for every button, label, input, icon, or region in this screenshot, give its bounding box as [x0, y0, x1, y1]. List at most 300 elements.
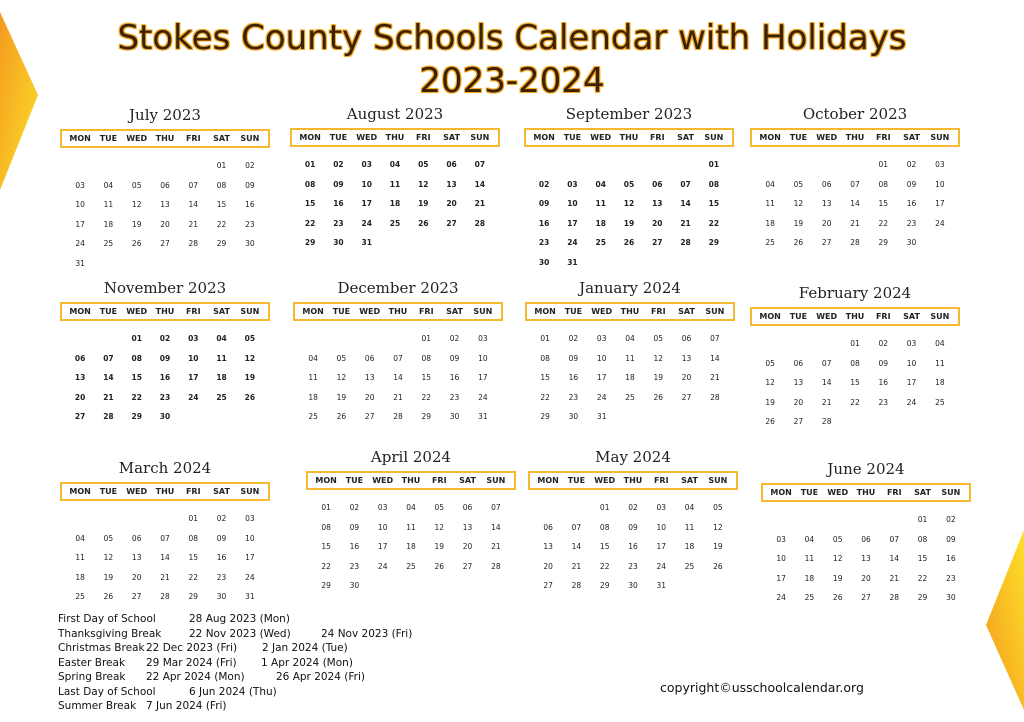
day-cell: 18 [406, 542, 416, 551]
day-cell: 13 [74, 373, 86, 382]
day-cell: 22 [850, 397, 860, 407]
day-cell: 27 [861, 593, 871, 602]
month-calendar [306, 447, 516, 596]
day-cell: 01 [188, 514, 199, 523]
day-cell: 03 [656, 503, 667, 512]
day-cell: 17 [361, 199, 372, 208]
weekday-label: THU [845, 133, 865, 142]
day-cell: 23 [946, 573, 956, 583]
day-cell: 30 [216, 592, 227, 601]
day-cell: 01 [540, 334, 550, 343]
weekday-label: THU [623, 476, 643, 485]
weekday-label: FRI [649, 133, 665, 142]
weekday-label: FRI [185, 134, 201, 143]
day-cell: 03 [75, 180, 85, 190]
day-cell: 08 [917, 534, 928, 544]
day-cell: 27 [543, 581, 553, 590]
weekday-label: TUE [563, 133, 582, 142]
weekday-label: SUN [941, 488, 961, 497]
day-cell: 30 [568, 412, 579, 421]
month-calendar [525, 278, 735, 427]
day-cell: 21 [474, 199, 486, 208]
weekday-label: SUN [470, 133, 490, 142]
empty-day [813, 155, 841, 175]
day-cell: 17 [776, 573, 786, 583]
day-cell: 24 [776, 593, 786, 602]
day-cell: 23 [906, 218, 917, 228]
day-cell: 04 [216, 334, 227, 343]
holiday-date: 28 Aug 2023 (Mon) [189, 613, 290, 625]
weekday-label: FRI [875, 312, 891, 321]
weekday-header [761, 483, 971, 502]
weekday-header [528, 471, 738, 490]
day-cell: 02 [216, 514, 227, 523]
day-cell: 18 [103, 219, 114, 229]
empty-day [94, 156, 122, 176]
day-cell: 20 [793, 397, 804, 407]
weekday-label: WED [372, 476, 394, 485]
day-cell: 20 [74, 392, 86, 402]
empty-day [615, 155, 643, 175]
weekday-label: FRI [650, 307, 666, 316]
day-cell: 16 [245, 200, 255, 209]
day-cell: 31 [361, 238, 372, 247]
day-cell: 18 [935, 378, 945, 387]
day-cell: 02 [538, 179, 550, 189]
day-cell: 13 [821, 199, 832, 208]
day-cell: 23 [245, 219, 255, 229]
day-cell: 05 [434, 503, 445, 512]
month-calendar [528, 447, 738, 596]
day-cell: 03 [377, 503, 388, 512]
weekday-label: THU [845, 312, 865, 321]
day-cell: 30 [946, 593, 956, 602]
holiday-date: 6 Jun 2024 (Thu) [189, 685, 277, 698]
day-cell: 12 [765, 378, 775, 387]
day-cell: 05 [765, 358, 775, 368]
holiday-date: 22 Dec 2023 (Fri) [146, 642, 238, 654]
weekday-label: WED [816, 133, 838, 142]
day-cell: 20 [131, 572, 142, 582]
day-cell: 10 [596, 353, 607, 363]
day-cell: 17 [75, 219, 85, 229]
weekday-label: WED [126, 307, 148, 316]
empty-day [852, 510, 880, 530]
weekday-label: MON [315, 476, 337, 485]
day-cell: 30 [245, 239, 255, 248]
day-cell: 13 [861, 554, 871, 563]
day-cell: 23 [568, 392, 579, 402]
day-cell: 11 [625, 353, 635, 363]
day-cell: 07 [889, 534, 900, 544]
holiday-date: 29 Mar 2024 (Fri) [146, 656, 237, 669]
day-cell: 26 [103, 592, 114, 601]
weekday-label: MON [534, 307, 556, 316]
day-cell: 05 [418, 160, 429, 169]
day-cell: 19 [765, 397, 775, 407]
day-cell: 15 [917, 554, 928, 563]
day-cell: 22 [917, 573, 928, 583]
day-grid [60, 156, 270, 273]
right-corner-decoration [982, 530, 1024, 720]
weekday-label: SUN [486, 476, 506, 485]
empty-day [824, 510, 852, 530]
weekday-label: FRI [653, 476, 669, 485]
day-cell: 20 [821, 218, 832, 228]
day-cell: 28 [821, 417, 832, 426]
weekday-label: THU [385, 133, 405, 142]
month-name: March 2024 [118, 459, 212, 477]
weekday-label: THU [619, 133, 639, 142]
day-cell: 08 [188, 533, 199, 543]
day-cell: 26 [653, 392, 664, 402]
day-cell: 22 [131, 392, 142, 402]
weekday-label: FRI [185, 487, 201, 496]
day-cell: 26 [713, 561, 723, 571]
day-cell: 13 [131, 553, 142, 562]
day-grid [525, 329, 735, 427]
weekday-label: MON [770, 488, 792, 497]
day-cell: 25 [595, 238, 606, 247]
day-cell: 13 [652, 199, 663, 208]
day-cell: 26 [418, 218, 429, 228]
day-cell: 19 [713, 542, 723, 551]
day-cell: 18 [684, 542, 695, 551]
day-cell: 17 [656, 542, 667, 551]
day-cell: 28 [474, 218, 486, 228]
day-cell: 31 [656, 581, 667, 590]
day-cell: 24 [906, 397, 917, 407]
holiday-end-date: 2 Jan 2024 (Tue) [262, 642, 348, 654]
day-cell: 28 [710, 392, 720, 402]
holiday-date: 7 Jun 2024 (Fri) [146, 700, 227, 712]
holiday-name: Summer Break [58, 700, 137, 712]
day-cell: 06 [821, 179, 832, 189]
weekday-label: TUE [329, 133, 348, 142]
day-cell: 24 [188, 392, 199, 402]
day-cell: 02 [159, 334, 171, 343]
day-cell: 23 [628, 561, 638, 571]
weekday-label: MON [69, 487, 91, 496]
weekday-label: TUE [345, 476, 364, 485]
empty-day [94, 509, 122, 529]
day-cell: 17 [596, 373, 607, 382]
weekday-label: SAT [443, 133, 460, 142]
day-cell: 10 [656, 522, 667, 532]
day-cell: 21 [889, 573, 900, 583]
weekday-label: MON [759, 133, 781, 142]
day-cell: 26 [131, 239, 142, 248]
day-cell: 09 [538, 199, 550, 208]
day-cell: 03 [906, 339, 917, 348]
day-cell: 11 [406, 522, 416, 532]
day-grid [761, 510, 971, 608]
day-cell: 03 [245, 514, 255, 523]
day-cell: 16 [878, 378, 889, 387]
day-cell: 15 [188, 553, 199, 562]
holiday-end-date: 1 Apr 2024 (Mon) [261, 656, 353, 669]
day-cell: 26 [244, 392, 256, 402]
day-cell: 08 [540, 353, 550, 363]
day-cell: 17 [935, 199, 945, 208]
weekday-label: WED [594, 476, 616, 485]
weekday-label: WED [126, 134, 148, 143]
month-calendar [60, 105, 270, 273]
day-cell: 05 [623, 179, 635, 189]
month-name: August 2023 [346, 105, 444, 123]
empty-day [151, 509, 179, 529]
weekday-header [750, 307, 960, 326]
day-cell: 12 [623, 199, 635, 208]
day-cell: 06 [543, 522, 553, 532]
day-cell: 18 [308, 392, 318, 402]
page-title: Stokes County Schools Calendar with Holidays [117, 18, 907, 58]
day-cell: 25 [684, 561, 695, 571]
day-cell: 09 [333, 179, 344, 189]
day-cell: 20 [652, 218, 663, 228]
day-cell: 04 [935, 339, 945, 348]
weekday-label: WED [356, 133, 378, 142]
day-cell: 15 [131, 373, 142, 382]
day-grid [60, 329, 270, 427]
day-cell: 22 [599, 561, 610, 571]
weekday-label: TUE [800, 488, 819, 497]
day-cell: 16 [568, 373, 579, 382]
day-cell: 22 [421, 392, 432, 402]
day-cell: 03 [188, 334, 199, 343]
day-cell: 02 [245, 161, 255, 170]
day-cell: 02 [628, 503, 638, 512]
day-cell: 08 [321, 522, 331, 532]
day-cell: 19 [623, 218, 635, 228]
month-name: February 2024 [798, 284, 912, 302]
weekday-label: FRI [431, 476, 447, 485]
day-cell: 29 [321, 581, 331, 590]
day-cell: 23 [159, 392, 171, 402]
day-cell: 23 [878, 397, 889, 407]
empty-day [66, 156, 94, 176]
day-cell: 17 [377, 542, 388, 551]
weekday-label: FRI [415, 133, 431, 142]
day-cell: 02 [568, 334, 579, 343]
weekday-label: THU [856, 488, 876, 497]
day-cell: 29 [599, 581, 610, 590]
day-cell: 04 [406, 503, 416, 512]
weekday-label: TUE [564, 307, 583, 316]
day-cell: 14 [889, 554, 900, 563]
day-cell: 09 [216, 533, 227, 543]
day-cell: 30 [449, 412, 460, 421]
day-cell: 02 [449, 334, 460, 343]
day-cell: 18 [75, 572, 85, 582]
day-cell: 30 [333, 238, 344, 247]
day-cell: 07 [680, 179, 691, 189]
day-cell: 27 [821, 238, 832, 247]
day-cell: 04 [765, 179, 775, 189]
day-cell: 12 [244, 353, 256, 363]
day-cell: 11 [595, 199, 606, 208]
month-name: September 2023 [565, 105, 693, 123]
day-cell: 06 [652, 179, 663, 189]
weekday-label: FRI [886, 488, 902, 497]
day-cell: 14 [103, 373, 114, 382]
day-cell: 16 [449, 373, 460, 382]
day-cell: 05 [713, 503, 723, 512]
day-cell: 28 [160, 592, 170, 601]
day-cell: 03 [596, 334, 607, 343]
day-cell: 03 [361, 160, 372, 169]
day-cell: 25 [103, 239, 114, 248]
day-cell: 23 [333, 218, 344, 228]
day-cell: 20 [861, 573, 871, 583]
day-cell: 12 [713, 522, 723, 532]
day-cell: 21 [491, 542, 501, 551]
day-cell: 24 [75, 239, 85, 248]
weekday-label: SUN [473, 307, 493, 316]
empty-day [123, 509, 151, 529]
day-cell: 10 [377, 522, 388, 532]
month-calendar [750, 283, 960, 432]
month-name: January 2024 [579, 279, 681, 297]
day-cell: 08 [878, 179, 889, 189]
month-calendar [290, 104, 500, 253]
day-cell: 25 [935, 397, 945, 407]
day-cell: 08 [304, 179, 316, 189]
day-cell: 25 [804, 593, 815, 602]
weekday-label: SUN [240, 307, 260, 316]
day-cell: 22 [540, 392, 550, 402]
day-cell: 20 [681, 373, 692, 382]
day-cell: 29 [540, 412, 550, 421]
day-cell: 09 [906, 179, 917, 189]
weekday-label: TUE [99, 487, 118, 496]
day-cell: 06 [681, 334, 692, 343]
day-cell: 25 [765, 238, 775, 247]
weekday-label: THU [401, 476, 421, 485]
day-cell: 15 [540, 373, 550, 382]
weekday-label: WED [816, 312, 838, 321]
day-cell: 29 [131, 412, 142, 421]
day-cell: 24 [656, 561, 667, 571]
empty-day [756, 155, 784, 175]
day-cell: 24 [596, 392, 607, 402]
day-cell: 02 [333, 160, 344, 169]
month-name: April 2024 [370, 448, 452, 466]
weekday-label: SAT [903, 312, 920, 321]
empty-day [587, 155, 615, 175]
day-cell: 10 [361, 179, 372, 189]
day-cell: 06 [446, 160, 457, 169]
day-cell: 01 [321, 503, 331, 512]
day-cell: 01 [599, 503, 610, 512]
empty-day [384, 329, 412, 349]
weekday-label: SAT [459, 476, 476, 485]
day-cell: 20 [364, 392, 375, 402]
day-cell: 27 [131, 592, 142, 601]
weekday-label: TUE [567, 476, 586, 485]
day-cell: 13 [681, 353, 692, 363]
day-cell: 30 [906, 238, 917, 247]
day-cell: 10 [75, 200, 85, 209]
month-name: May 2024 [595, 448, 671, 466]
weekday-label: TUE [99, 307, 118, 316]
day-cell: 23 [449, 392, 460, 402]
day-cell: 21 [680, 218, 691, 228]
day-cell: 04 [308, 353, 318, 363]
day-cell: 26 [765, 417, 775, 426]
day-cell: 23 [349, 561, 360, 571]
day-cell: 03 [478, 334, 488, 343]
day-cell: 02 [878, 339, 889, 348]
month-name: July 2023 [129, 106, 201, 124]
day-cell: 06 [793, 358, 804, 368]
day-cell: 15 [421, 373, 432, 382]
day-grid [524, 155, 734, 272]
day-cell: 17 [906, 378, 917, 387]
weekday-label: TUE [789, 133, 808, 142]
weekday-label: SAT [678, 307, 695, 316]
weekday-label: FRI [875, 133, 891, 142]
day-cell: 31 [478, 412, 488, 421]
day-cell: 15 [216, 200, 227, 209]
day-cell: 25 [216, 392, 227, 402]
day-cell: 13 [793, 378, 804, 387]
month-calendar [761, 459, 971, 608]
day-cell: 14 [821, 378, 832, 387]
weekday-label: SUN [705, 307, 725, 316]
day-cell: 21 [571, 561, 582, 571]
day-cell: 20 [160, 219, 170, 229]
day-cell: 20 [462, 542, 473, 551]
weekday-label: WED [590, 133, 612, 142]
day-cell: 01 [304, 160, 316, 169]
day-cell: 16 [628, 542, 638, 551]
day-cell: 17 [567, 218, 578, 228]
day-cell: 07 [474, 160, 486, 169]
day-cell: 12 [832, 554, 843, 563]
day-cell: 07 [491, 503, 501, 512]
day-grid [750, 334, 960, 432]
day-cell: 01 [131, 334, 142, 343]
day-cell: 12 [418, 179, 429, 189]
day-cell: 14 [474, 179, 486, 189]
day-cell: 11 [103, 200, 114, 209]
day-cell: 06 [861, 534, 871, 544]
day-cell: 01 [917, 515, 928, 524]
weekday-label: SUN [704, 133, 724, 142]
day-cell: 25 [308, 412, 318, 421]
day-cell: 12 [793, 199, 804, 208]
empty-day [562, 498, 590, 518]
day-cell: 19 [131, 219, 142, 229]
day-cell: 25 [389, 218, 401, 228]
day-cell: 03 [567, 179, 578, 189]
day-cell: 07 [393, 353, 403, 363]
day-cell: 18 [765, 218, 775, 228]
day-cell: 12 [103, 553, 114, 562]
day-cell: 28 [889, 593, 900, 602]
day-cell: 09 [568, 353, 579, 363]
weekday-label: MON [759, 312, 781, 321]
day-cell: 05 [832, 534, 843, 544]
day-cell: 01 [421, 334, 432, 343]
day-cell: 04 [389, 160, 401, 169]
page-subtitle-year: 2023-2024 [419, 61, 605, 101]
day-cell: 16 [538, 218, 550, 228]
day-cell: 30 [159, 412, 171, 421]
day-cell: 29 [421, 412, 432, 421]
weekday-label: SAT [914, 488, 931, 497]
